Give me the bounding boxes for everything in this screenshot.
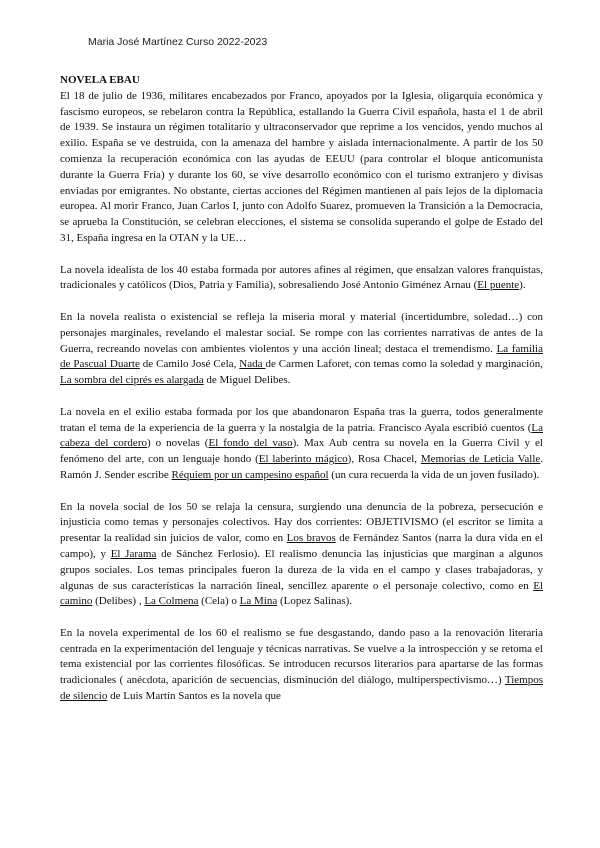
text-run: de Miguel Delibes. [203, 374, 291, 387]
book-title: La familia de Pascual Duarte [60, 342, 543, 371]
book-title: El fondo del vaso [208, 437, 293, 450]
text-run: (Delibes) , [92, 595, 145, 608]
text-run: de Carmen Laforet, con temas como la soledad y marginación, [265, 358, 543, 371]
book-title: La cabeza del cordero [60, 421, 543, 450]
book-title: El camino [60, 579, 543, 608]
paragraph-historical-context [60, 89, 543, 247]
paragraph-realist-novel [60, 310, 543, 389]
text-run: de Camilo José Cela, [139, 358, 240, 371]
book-title: El puente [477, 279, 520, 292]
paragraph-experimental-novel [60, 626, 543, 705]
text-run: ). Max Aub centra su novela en la Guerra Civil y el fenómeno del arte, con un lenguaje hondo ( [60, 437, 543, 466]
text-run: ). [519, 279, 526, 292]
document-body [60, 73, 543, 721]
text-run: de Sánchez Ferlosio). El realismo denuncia las injusticias que marginan a algunos grupos sociales. Los temas principales fueron la dureza de la vida en el campo y clases trabajadoras, y algunas de sus características la narración lineal, sencillez aparente o el personaje colectivo, como en [60, 547, 543, 592]
paragraph-exile-novel [60, 405, 543, 484]
book-title: El Jarama [110, 547, 157, 560]
paragraph-social-novel [60, 500, 543, 611]
book-title: Réquiem por un campesino español [171, 468, 329, 481]
text-run: . Ramón J. Sender escribe [60, 453, 544, 481]
paragraph-idealist-novel [60, 263, 543, 295]
book-title: El laberinto mágico [258, 453, 348, 466]
text-run: de Fernández Santos (narra la dura vida en el campo), y [60, 532, 543, 560]
book-title: Los bravos [286, 532, 336, 545]
text-run: de Luis Martín Santos es la novela que [107, 690, 281, 703]
text-run: (Cela) o [198, 595, 240, 608]
book-title: Tiempos de silencio [60, 674, 543, 703]
text-run: En la novela social de los 50 se relaja la censura, surgiendo una denuncia de la pobreza, persecución e injusticia como temas y personajes colectivos. Hay dos corrientes: OBJETIVISMO (el escritor se limita a presentar la realidad sin juicios de valor, como en [60, 500, 543, 545]
book-title: La Colmena [144, 595, 199, 608]
book-title: La Mina [239, 595, 278, 608]
text-run: En la novela realista o existencial se refleja la miseria moral y material (incertidumbre, soledad…) con personajes marginales, revelando el malestar social. Se rompe con las corrientes narrativas de antes de la Guerra, recreando novelas con ambientes violentos y una acción lineal; destaca el tremendismo. [60, 310, 543, 355]
section-title: NOVELA EBAU [60, 74, 140, 86]
book-title: La sombra del ciprés es alargada [60, 374, 204, 387]
text-run: (un cura recuerda la vida de un joven fusilado). [328, 468, 540, 481]
text-run: ) o novelas ( [146, 437, 209, 450]
book-title: Memorias de Leticia Valle [420, 453, 541, 466]
document-header: Maria José Martínez Curso 2022-2023 [88, 36, 268, 48]
book-title: Nada [239, 358, 266, 371]
text-run: El 18 de julio de 1936, militares encabezados por Franco, apoyados por la Iglesia, oligarquía económica y fascismo europeos, se rebelaron contra la República, estallando la Guerra Civil española, hasta el 1 de abril de 1939. Se instaura un régimen totalitario y ultraconservador que reprime a los vencidos, yendo muchos al exilio. España se ve destruida, con la amenaza del hambre y aislada internacionalmente. A partir de los 50 comienza la recuperación económica con las ayudas de EEUU (para controlar el bloque anticomunista durante la Guerra Fría) y durante los 60, se vive desarrollo económico con el turismo extranjero y divisas enviadas por emigrantes. No obstante, ciertas acciones del Régimen mantienen al país lejos de la diplomacia europea. Al morir Franco, Juan Carlos I, junto con Adolfo Suarez, promueven la Transición a la Democracia, se aprueba la Constitución, se celebran elecciones, el sistema se consolida superando el golpe de Estado del 31, España ingresa en la OTAN y la UE… [60, 89, 543, 244]
text-run: La novela idealista de los 40 estaba formada por autores afines al régimen, que ensalzan valores franquistas, tradicionales y católicos (Dios, Patria y Familia), sobresaliendo José Antonio Giménez Arnau ( [60, 263, 543, 292]
text-run: ), Rosa Chacel, [347, 453, 421, 466]
text-run: (Lopez Salinas). [277, 595, 353, 608]
text-run: La novela en el exilio estaba formada por los que abandonaron España tras la guerra, todos generalmente tratan el tema de la experiencia de la guerra y la nostalgia de la patria. Francisco Ayala escribió cuentos ( [60, 405, 543, 434]
text-run: En la novela experimental de los 60 el realismo se fue desgastando, dando paso a la renovación literaria centrada en la experimentación del lenguaje y técnicas narrativas. Se vuelve a la introspección y se retoma el tema existencial por las corrientes filosóficas. Se introducen recursos literarios para apartarse de las formas tradicionales ( anécdota, aparición de secuencias, disminución del diálogo, multiperspectivismo…) [60, 626, 543, 687]
